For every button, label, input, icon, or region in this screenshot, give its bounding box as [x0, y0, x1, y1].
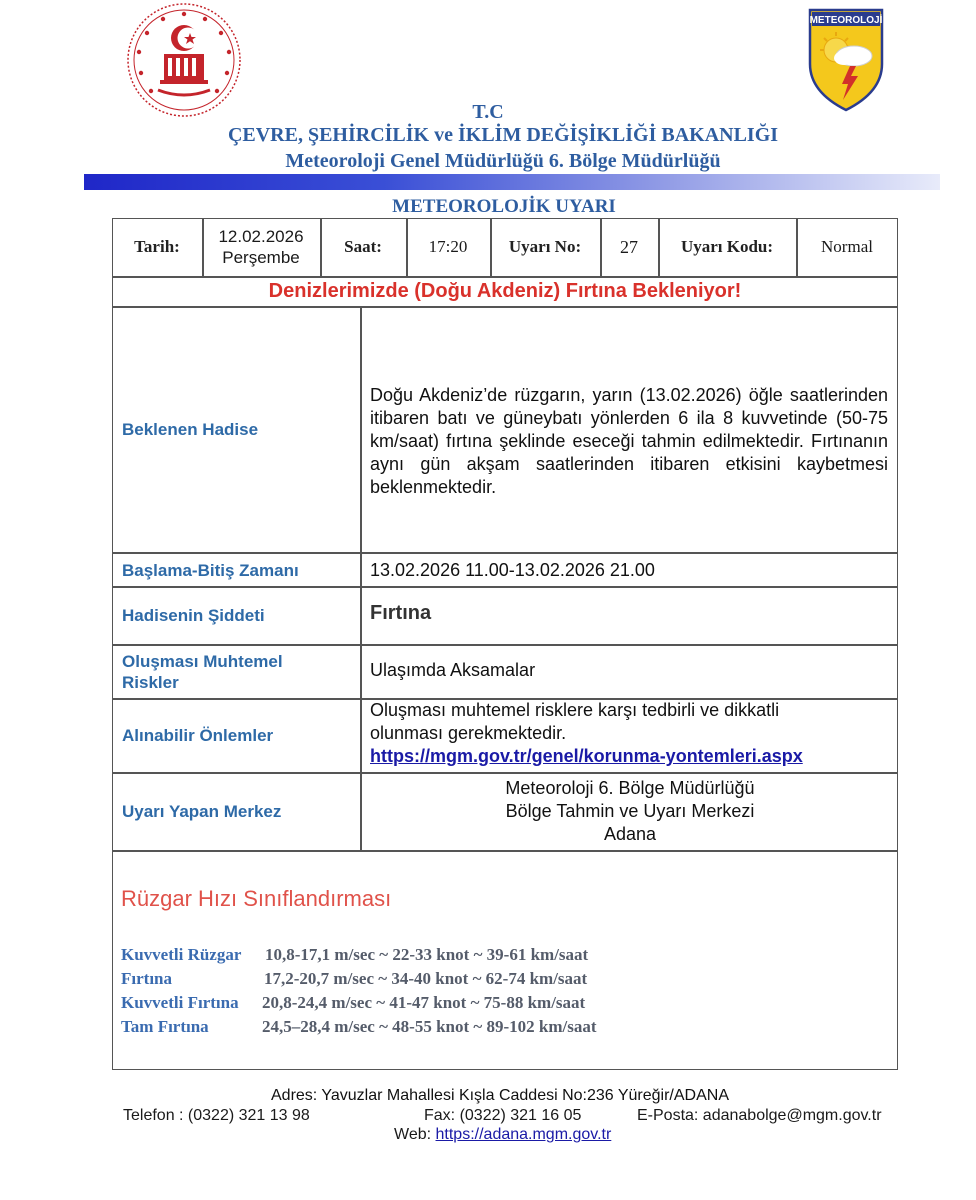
- wind-class-value: 17,2-20,7 m/sec ~ 34-40 knot ~ 62-74 km/saat: [264, 969, 588, 988]
- wind-class-name: Tam Fırtına: [121, 1017, 209, 1036]
- severity-label: Hadisenin Şiddeti: [122, 606, 265, 625]
- footer-phone: Telefon : (0322) 321 13 98: [123, 1107, 310, 1124]
- footer-web: [394, 1126, 611, 1144]
- issuing-center-label: Uyarı Yapan Merkez: [122, 802, 282, 821]
- day-value: Perşembe: [222, 248, 300, 267]
- warning-no-value: 27: [620, 236, 638, 257]
- measures-line1: Oluşması muhtemel risklere karşı tedbirli ve dikkatli: [370, 700, 780, 720]
- date-label: Tarih:: [134, 237, 180, 256]
- header-department: Meteoroloji Genel Müdürlüğü 6. Bölge Müdürlüğü: [285, 150, 721, 172]
- wind-class-value: 20,8-24,4 m/sec ~ 41-47 knot ~ 75-88 km/saat: [262, 993, 586, 1012]
- meteoroloji-logo-text: METEOROLOJİ: [809, 15, 883, 26]
- header-ministry: ÇEVRE, ŞEHİRCİLİK ve İKLİM DEĞİŞİKLİĞİ BAKANLIĞI: [227, 124, 779, 146]
- warning-code-value: Normal: [821, 237, 873, 256]
- center-line1: Meteoroloji 6. Bölge Müdürlüğü: [505, 778, 755, 798]
- wind-class-name: Fırtına: [121, 969, 172, 988]
- header-blue-bar: [84, 174, 940, 190]
- risks-label-line2: Riskler: [122, 673, 179, 692]
- footer-email: E-Posta: adanabolge@mgm.gov.tr: [637, 1107, 882, 1124]
- warning-headline: Denizlerimizde (Doğu Akdeniz) Fırtına Bekleniyor!: [268, 279, 742, 302]
- severity-value: Fırtına: [370, 602, 432, 624]
- center-line2: Bölge Tahmin ve Uyarı Merkezi: [505, 801, 755, 821]
- measures-label: Alınabilir Önlemler: [122, 726, 274, 745]
- measures-value: [370, 699, 890, 768]
- risks-label: [122, 651, 283, 693]
- wind-class-value: 24,5–28,4 m/sec ~ 48-55 knot ~ 89-102 km/saat: [262, 1017, 597, 1036]
- date-value: 12.02.2026: [218, 227, 304, 246]
- expected-event-text: Doğu Akdeniz’de rüzgarın, yarın (13.02.2026) öğle saatlerinden itibaren batı ve güneybatı yönlerden 6 ila 8 kuvvetinde (50-75 km/saat) fırtına şeklinde eseceği tahmin edilmektedir. Fırtınanın aynı gün akşam saatlerinden itibaren etkisini kaybetmesi beklenmektedir.: [370, 385, 888, 497]
- wind-class-value: 10,8-17,1 m/sec ~ 22-33 knot ~ 39-61 km/saat: [265, 945, 589, 964]
- footer-fax: Fax: (0322) 321 16 05: [424, 1107, 582, 1124]
- risks-value: Ulaşımda Aksamalar: [370, 660, 536, 680]
- protection-methods-link[interactable]: https://mgm.gov.tr/genel/korunma-yontemleri.aspx: [370, 746, 803, 766]
- wind-class-name: Kuvvetli Rüzgar: [121, 945, 242, 964]
- footer-address: Adres: Yavuzlar Mahallesi Kışla Caddesi No:236 Yüreğir/ADANA: [271, 1087, 729, 1104]
- time-label: Saat:: [344, 237, 382, 256]
- date-cell: [202, 218, 320, 276]
- meteoroloji-logo: [806, 6, 886, 112]
- measures-line2: olunması gerekmektedir.: [370, 723, 567, 743]
- footer-web-link[interactable]: https://adana.mgm.gov.tr: [435, 1126, 612, 1143]
- start-end-label: Başlama-Bitiş Zamanı: [122, 561, 299, 580]
- issuing-center-value: [362, 777, 898, 846]
- center-line3: Adana: [603, 824, 657, 844]
- time-value: 17:20: [428, 237, 468, 256]
- warning-no-label: Uyarı No:: [508, 237, 582, 256]
- footer-web-label: Web:: [394, 1126, 432, 1143]
- expected-event-label: Beklenen Hadise: [122, 420, 259, 439]
- header-tc: T.C: [472, 101, 504, 123]
- wind-class-name: Kuvvetli Fırtına: [121, 993, 239, 1012]
- risks-label-line1: Oluşması Muhtemel: [122, 652, 283, 671]
- warning-code-label: Uyarı Kodu:: [680, 237, 774, 256]
- wind-classification-title: Rüzgar Hızı Sınıflandırması: [121, 886, 392, 911]
- start-end-value: 13.02.2026 11.00-13.02.2026 21.00: [370, 560, 655, 580]
- warning-title: METEOROLOJİK UYARI: [392, 196, 616, 217]
